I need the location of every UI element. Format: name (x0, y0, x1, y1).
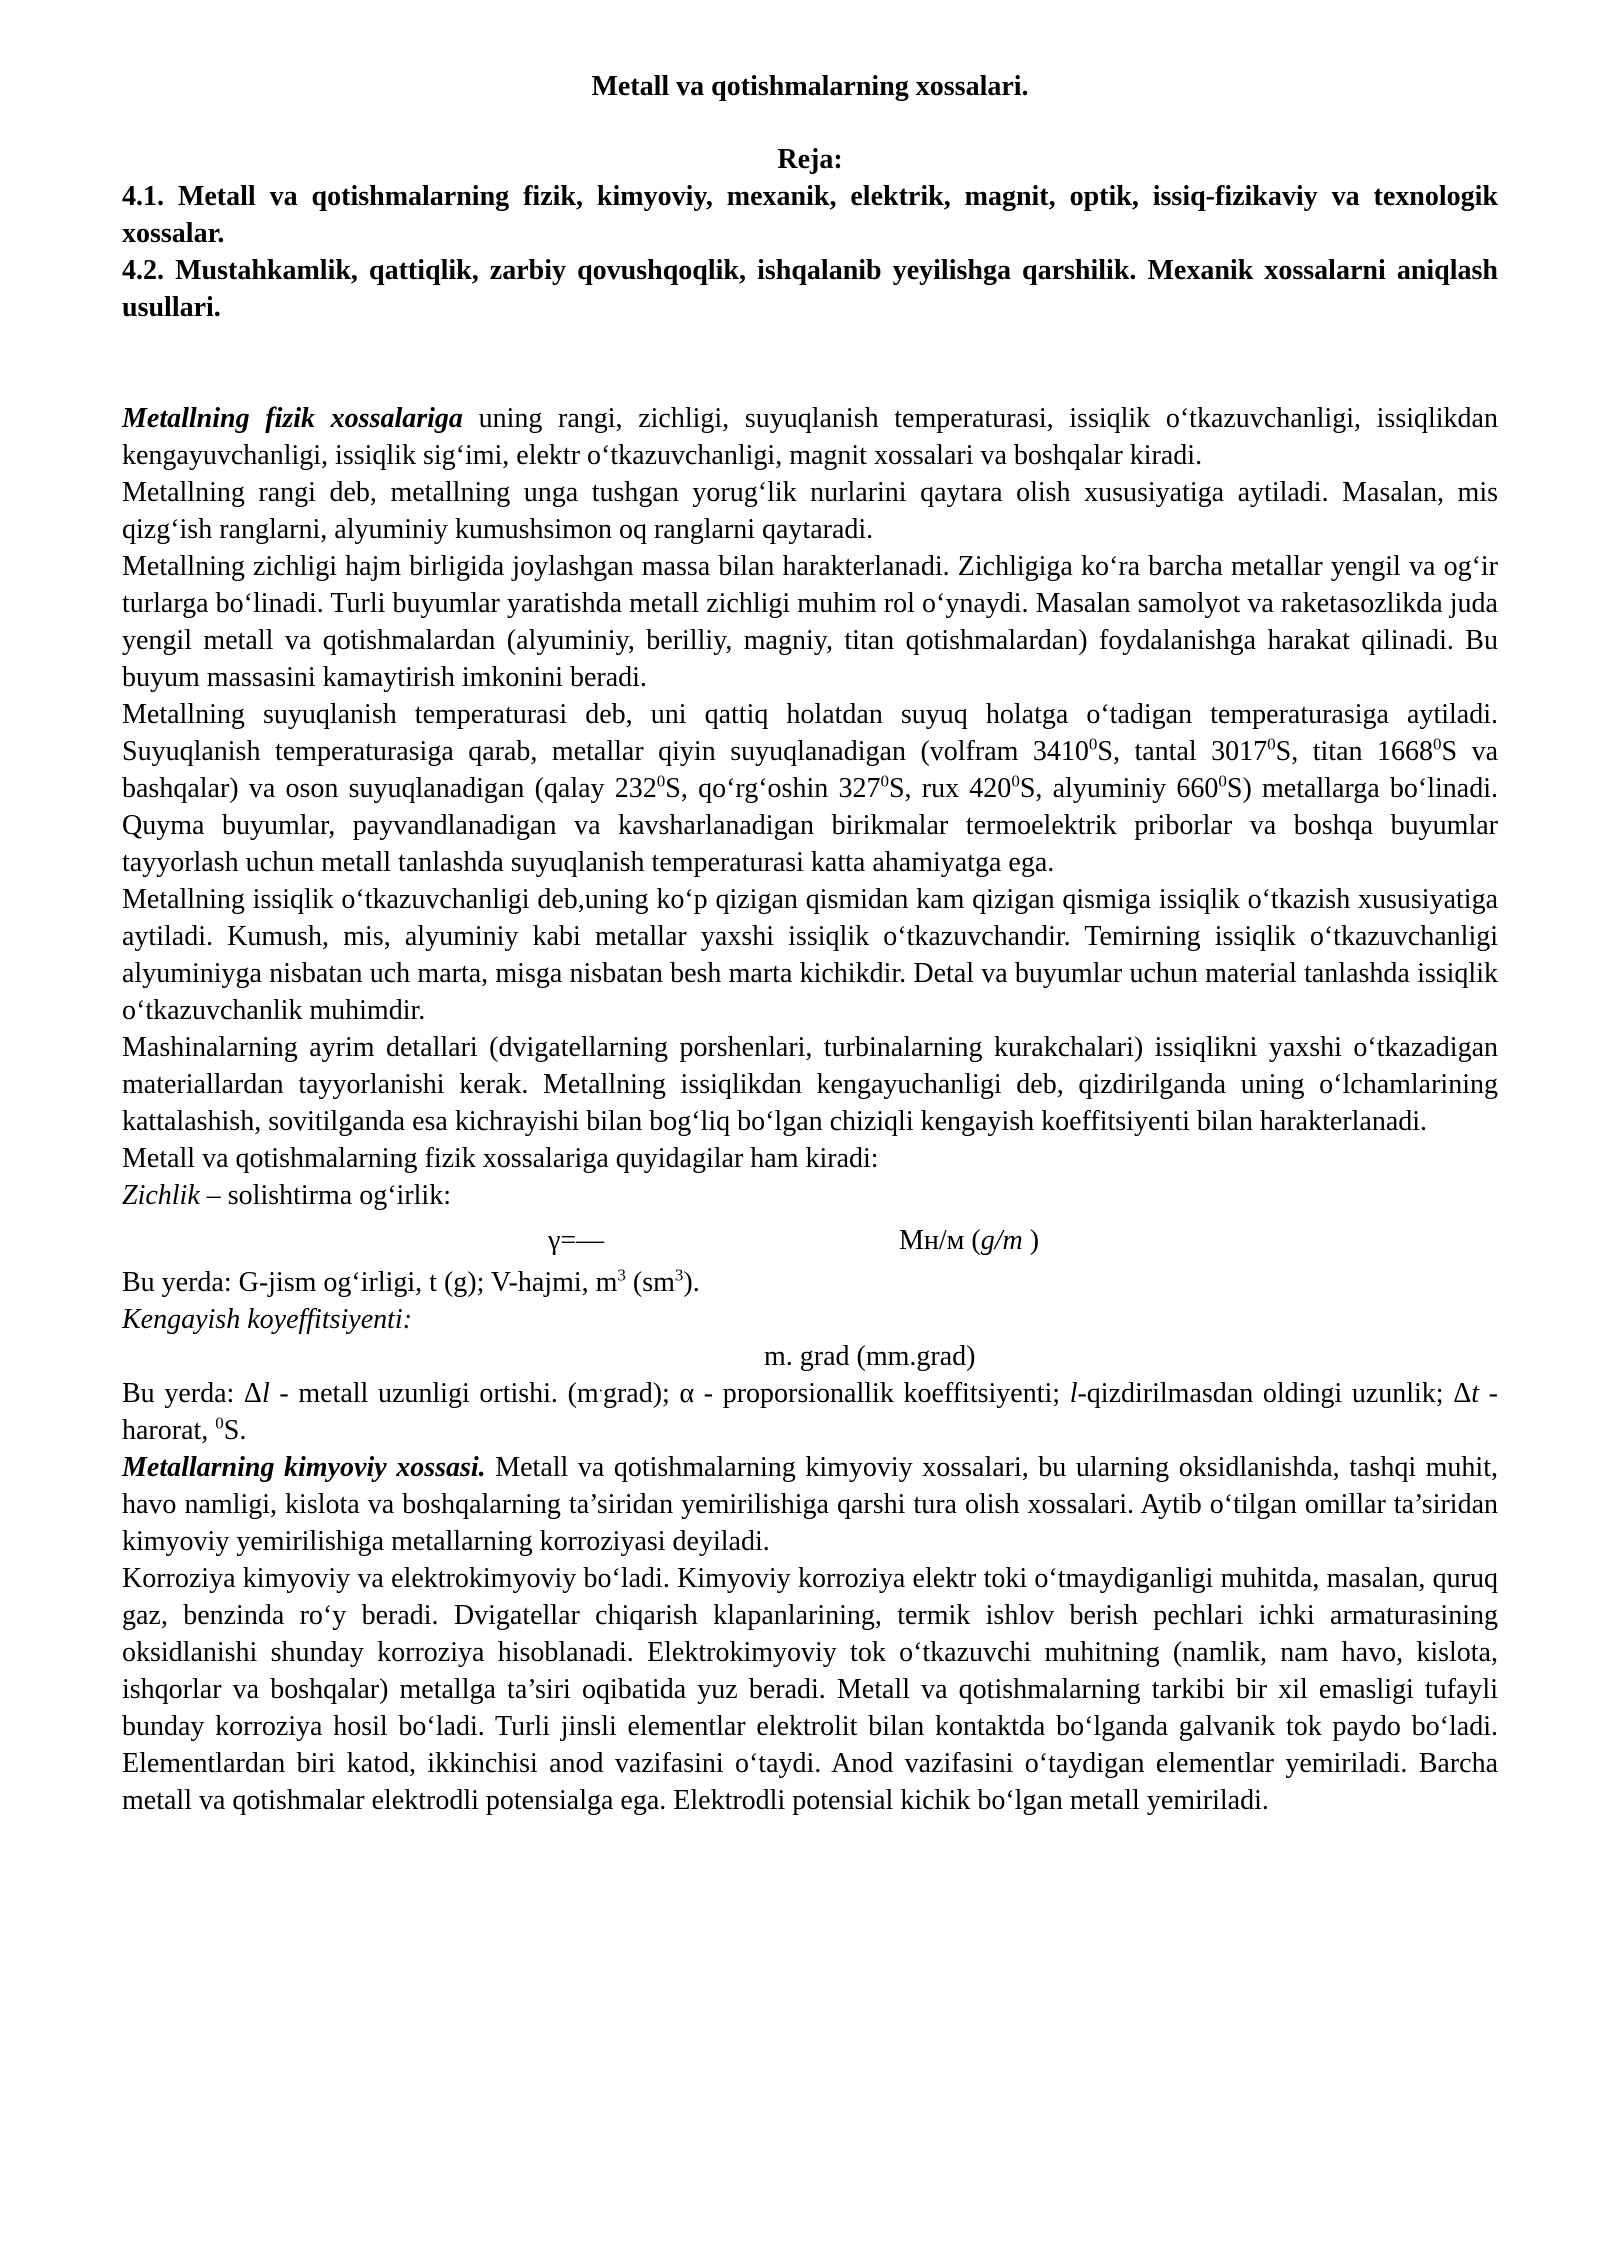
formula-explanation-weight (122, 1264, 1498, 1301)
degree-superscript: 0 (1088, 734, 1098, 754)
paragraph-corrosion: Korroziya kimyoviy va elektrokimyoviy bo‘ladi. Kimyoviy korroziya elektr toki o‘tmaydiganligi muhitda, masalan, quruq gaz, benzinda ro‘y beradi. Dvigatellar chiqarish klapanlarining, termik ishlov berish pechlari ichki armaturasining oksidlanishi shunday korroziya hisoblanadi. Elektrokimyoviy tok o‘tkazuvchi muhitning (namlik, nam havo, kislota, ishqorlar va boshqalar) metallga ta’siri oqibatida yuz beradi. Metall va qotishmalarning tarkibi bir xil emasligi tufayli bunday korroziya hosil bo‘ladi. Turli jinsli elementlar elektrolit bilan kontaktda bo‘lganda galvanik tok paydo bo‘ladi. Elementlardan biri katod, ikkinchisi anod vazifasini o‘taydi. Anod vazifasini o‘taydigan elementlar yemiriladi. Barcha metall va qotishmalar elektrodli potensialga ega. Elektrodli potensial kichik bo‘lgan metall yemiriladi. (122, 1563, 1498, 1816)
density-formula (122, 1214, 1498, 1264)
paragraph-chemical-properties (122, 1449, 1498, 1560)
symbol-l: l (1069, 1378, 1078, 1409)
paragraph-text: uning rangi, zichligi, suyuqlanish temperaturasi, issiqlik o‘tkazuvchanligi, issiqlikdan kengayuvchanligi, issiqlik sig‘imi, elektr o‘tkazuvchanligi, magnit xossalari va boshqalar kiradi. (122, 403, 1498, 471)
degree-superscript: 0 (656, 771, 666, 791)
text-segment: Bu yerda: Δ (122, 1378, 262, 1409)
paragraph-thermal-conductivity: Metallning issiqlik o‘tkazuvchanligi deb,uning ko‘p qizigan qismidan kam qizigan qismiga issiqlik o‘tkazish xususiyatiga aytiladi. Kumush, mis, alyuminiy kabi metallar yaxshi issiqlik o‘tkazuvchandir. Temirning issiqlik o‘tkazuvchanligi alyuminiyga nisbatan uch marta, misga nisbatan besh marta kichikdir. Detal va buyumlar uchun material tanlashda issiqlik o‘tkazuvchanlik muhimdir. (122, 884, 1498, 1026)
plan-item-4-2: 4.2. Mustahkamlik, qattiqlik, zarbiy qovushqoqlik, ishqalanib yeyilishga qarshilik. Mexanik xossalarni aniqlash usullari. (122, 255, 1498, 323)
paragraph-other-properties: Metall va qotishmalarning fizik xossalariga quyidagilar ham kiradi: (122, 1143, 879, 1174)
symbol-l: l (261, 1378, 270, 1409)
density-definition (122, 1177, 1498, 1214)
formula-explanation-expansion (122, 1375, 1498, 1449)
text-segment: Bu yerda: G-jism og‘irligi, t (g); V-hajmi, m (122, 1267, 618, 1298)
plan-heading: Reja: (777, 144, 843, 175)
unit-part: Мн/м ( (899, 1225, 981, 1256)
paragraph-text: Metall va qotishmalarning kimyoviy xossalari, bu ularning oksidlanishda, tashqi muhit, havo namligi, kislota va boshqalarning ta’siridan yemirilishiga qarshi tura olish xossalari. Aytib o‘tilgan omillar ta’siridan kimyoviy yemirilishiga metallarning korroziyasi deyiladi. (122, 1452, 1498, 1557)
text-segment: -qizdirilmasdan oldingi uzunlik; Δ (1077, 1378, 1472, 1409)
text-segment: S, alyuminiy 660 (1019, 773, 1219, 804)
paragraph-physical-properties (122, 400, 1498, 474)
cube-superscript: 3 (617, 1265, 626, 1285)
plan-item-4-1: 4.1. Metall va qotishmalarning fizik, kimyoviy, mexanik, elektrik, magnit, optik, issiq-fizikaviy va texnologik xossalar. (122, 181, 1498, 249)
density-definition-text: – solishtirma og‘irlik: (199, 1180, 451, 1211)
document-page (122, 68, 1498, 1819)
cube-superscript: 3 (674, 1265, 684, 1285)
text-segment: S va bashqalar) va oson suyuqlanadigan (qalay 232 (122, 736, 1499, 804)
text-segment: S, tantal 3017 (1097, 736, 1268, 767)
document-title: Metall va qotishmalarning xossalari. (591, 71, 1029, 102)
formula-gamma: γ=— (548, 1225, 605, 1256)
dot-superscript: . (598, 1376, 603, 1396)
degree-superscript: 0 (880, 771, 889, 791)
text-segment: Metallning suyuqlanish temperaturasi deb, uni qattiq holatdan suyuq holatga o‘tadigan temperaturasiga aytiladi. Suyuqlanish temperaturasiga qarab, metallar qiyin suyuqlanadigan (volfram 3410 (122, 699, 1498, 767)
text-segment: grad); α - proporsionallik koeffitsiyenti; (602, 1378, 1070, 1409)
text-segment: S, titan 1668 (1275, 736, 1434, 767)
degree-superscript: 0 (215, 1413, 224, 1433)
text-segment: S) metallarga bo‘linadi. Quyma buyumlar, payvandlanadigan va kavsharlanadigan birikmalar termoelektrik priborlar va boshqa buyumlar tayyorlash uchun metall tanlashda suyuqlanish temperaturasi katta ahamiyatga ega. (122, 773, 1498, 878)
paragraph-thermal-expansion: Mashinalarning ayrim detallari (dvigatellarning porshenlari, turbinalarning kurakchalari) issiqlikni yaxshi o‘tkazadigan materiallardan tayyorlanishi kerak. Metallning issiqlikdan kengayuchanligi deb, qizdirilganda uning o‘lchamlarining kattalashish, sovitilganda esa kichrayishi bilan bog‘liq bo‘lgan chiziqli kengayish koeffitsiyenti bilan harakterlanadi. (122, 1032, 1498, 1137)
text-segment: (sm (625, 1267, 675, 1298)
text-segment: S. (223, 1415, 247, 1446)
expansion-coefficient-label: Kengayish koyeffitsiyenti: (122, 1304, 413, 1335)
formula-unit (899, 1222, 1039, 1259)
degree-superscript: 0 (1011, 771, 1020, 791)
paragraph-density: Metallning zichligi hajm birligida joylashgan massa bilan harakterlanadi. Zichligiga ko‘ra barcha metallar yengil va og‘ir turlarga bo‘linadi. Turli buyumlar yaratishda metall zichligi muhim rol o‘ynaydi. Masalan samolyot va raketasozlikda juda yengil metall va qotishmalardan (alyuminiy, berilliy, magniy, titan qotishmalardan) foydalanishga harakat qilinadi. Bu buyum massasini kamaytirish imkonini beradi. (122, 551, 1498, 693)
text-segment: S, qo‘rg‘oshin 327 (665, 773, 881, 804)
text-segment: - metall uzunligi ortishi. (m (269, 1378, 599, 1409)
term-chemical-properties: Metallarning kimyoviy xossasi. (122, 1452, 486, 1483)
text-segment: S, rux 420 (888, 773, 1012, 804)
term-physical-properties: Metallning fizik xossalariga (122, 403, 463, 434)
text-segment: - harorat, (122, 1378, 1499, 1446)
spacer (122, 326, 1498, 400)
paragraph-color: Metallning rangi deb, metallning unga tushgan yorug‘lik nurlarini qaytara olish xususiyatiga aytiladi. Masalan, mis qizg‘ish ranglarni, alyuminiy kumushsimon oq ranglarni qaytaradi. (122, 477, 1498, 545)
symbol-t: t (1471, 1378, 1480, 1409)
term-density: Zichlik (122, 1180, 200, 1211)
degree-superscript: 0 (1433, 734, 1442, 754)
unit-part: ) (1022, 1225, 1040, 1256)
text-segment: ). (683, 1267, 700, 1298)
degree-superscript: 0 (1218, 771, 1227, 791)
paragraph-melting-temperature (122, 696, 1498, 881)
degree-superscript: 0 (1267, 734, 1276, 754)
expansion-formula-unit: m. grad (mm.grad) (764, 1341, 976, 1372)
unit-part: g/m (980, 1225, 1023, 1256)
